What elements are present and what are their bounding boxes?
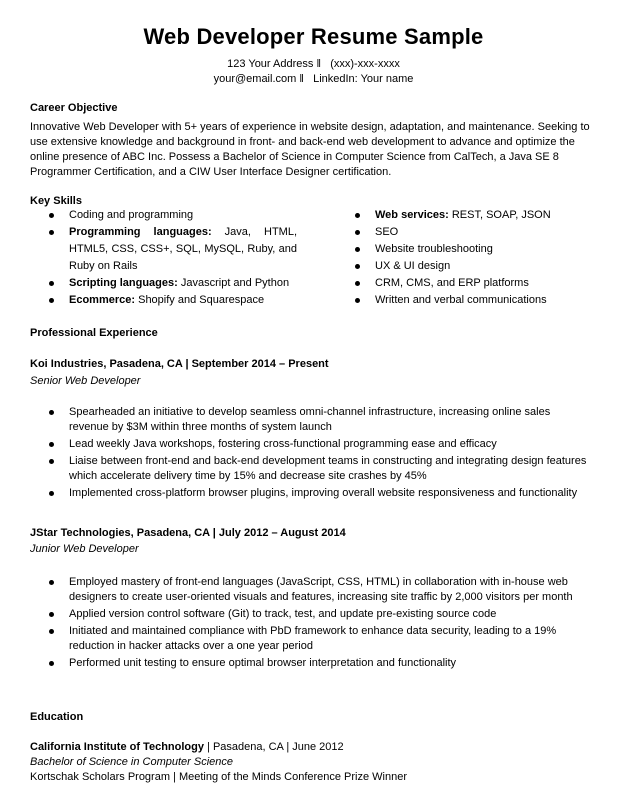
bullet-icon (355, 298, 360, 303)
skill-item (353, 292, 603, 309)
skill-item (353, 207, 603, 224)
bullet-icon (49, 410, 54, 415)
bullet-icon (49, 298, 54, 303)
skill-label: Web services: (375, 209, 449, 221)
contact-line-1 (0, 58, 627, 70)
job-bullets (47, 405, 587, 503)
bullet-text: Applied version control software (Git) to track, test, and update pre-existing source code (69, 608, 497, 620)
bullet-icon (355, 213, 360, 218)
education-heading: Education (30, 711, 84, 723)
phone: (xxx)-xxx-xxxx (330, 58, 400, 70)
skill-text: SEO (375, 226, 399, 238)
bullet-icon (49, 580, 54, 585)
job-bullet (47, 624, 587, 654)
skill-item (47, 224, 297, 275)
job-company: Koi Industries, Pasadena, CA | September 2014 – Present (30, 358, 329, 370)
bullet-text: Employed mastery of front-end languages (JavaScript, CSS, HTML) in collaboration with in-house web designers to create user-oriented visuals and features, increasing site traffic by 2,000 visitors per month (69, 576, 573, 603)
skill-text: Website troubleshooting (375, 243, 493, 255)
bullet-icon (49, 230, 54, 235)
job-company: JStar Technologies, Pasadena, CA | July 2012 – August 2014 (30, 527, 346, 539)
school-details: | Pasadena, CA | June 2012 (203, 741, 344, 753)
bullet-icon (49, 661, 54, 666)
bullet-icon (49, 442, 54, 447)
skill-text: Java, HTML, HTML5, CSS, CSS+, SQL, MySQL, Ruby, and Ruby on Rails (69, 226, 297, 272)
job-bullet (47, 656, 587, 671)
separator: ‖ (299, 73, 304, 85)
separator: ‖ (316, 58, 322, 70)
job-bullets (47, 575, 587, 673)
skill-item (353, 258, 603, 275)
bullet-text: Implemented cross-platform browser plugins, improving overall website responsiveness and functionality (69, 487, 578, 499)
address: 123 Your Address (227, 58, 314, 70)
bullet-icon (355, 264, 360, 269)
experience-heading: Professional Experience (30, 327, 158, 339)
bullet-text: Spearheaded an initiative to develop seamless omni-channel infrastructure, increasing online sales revenue by $3M within three months of system launch (69, 406, 551, 433)
bullet-icon (355, 247, 360, 252)
job-bullet (47, 607, 587, 622)
skill-text: REST, SOAP, JSON (448, 209, 551, 221)
education-degree: Bachelor of Science in Computer Science (30, 756, 233, 768)
bullet-text: Liaise between front-end and back-end development teams in constructing and integrating design features which accelerate delivery time by 15% and decrease site crashes by 45% (69, 455, 587, 482)
skills-left-list (47, 207, 297, 309)
bullet-icon (49, 459, 54, 464)
skill-label: Scripting languages: (69, 277, 178, 289)
skill-text: Shopify and Squarespace (135, 294, 265, 306)
job-bullet (47, 405, 587, 435)
skill-item (353, 275, 603, 292)
email: your@email.com (213, 73, 297, 85)
job-bullet (47, 486, 587, 501)
skill-label: Programming languages: (69, 226, 212, 238)
bullet-icon (49, 629, 54, 634)
objective-heading: Career Objective (30, 102, 118, 114)
skill-item (353, 224, 603, 241)
education-school-line (30, 741, 344, 753)
job-bullet (47, 454, 587, 484)
skills-heading: Key Skills (30, 195, 82, 207)
job-role: Junior Web Developer (30, 543, 139, 555)
skill-item (47, 275, 297, 292)
education-honors: Kortschak Scholars Program | Meeting of the Minds Conference Prize Winner (30, 771, 408, 783)
bullet-icon (49, 491, 54, 496)
skill-item (47, 292, 297, 309)
skill-text: Coding and programming (69, 209, 194, 221)
contact-line-2 (0, 73, 627, 85)
bullet-icon (49, 612, 54, 617)
skill-text: CRM, CMS, and ERP platforms (375, 277, 529, 289)
skill-item (47, 207, 297, 224)
school-name: California Institute of Technology (30, 741, 204, 753)
bullet-icon (49, 213, 54, 218)
skill-text: Javascript and Python (177, 277, 290, 289)
skills-right-list (353, 207, 603, 309)
objective-text: Innovative Web Developer with 5+ years of experience in website design, adaptation, and maintenance. Seeking to use extensive knowledge and background in front- and back-end web development to advance and optimize the online presence of ABC Inc. Possess a Bachelor of Science in Computer Science from CalTech, a Java SE 8 Programmer Certification, and a CIW User Interface Designer certification. (30, 121, 590, 178)
job-bullet (47, 437, 587, 452)
skill-text: UX & UI design (375, 260, 451, 272)
bullet-text: Initiated and maintained compliance with PbD framework to enhance data security, leading to a 19% reduction in hacker attacks over a one year period (69, 625, 557, 652)
resume-title: Web Developer Resume Sample (143, 24, 484, 49)
job-bullet (47, 575, 587, 605)
job-role: Senior Web Developer (30, 375, 141, 387)
bullet-text: Performed unit testing to ensure optimal browser interpretation and functionality (69, 657, 457, 669)
skill-text: Written and verbal communications (375, 294, 547, 306)
bullet-text: Lead weekly Java workshops, fostering cross-functional programming ease and efficacy (69, 438, 497, 450)
bullet-icon (355, 281, 360, 286)
skill-label: Ecommerce: (69, 294, 136, 306)
bullet-icon (49, 281, 54, 286)
skill-item (353, 241, 603, 258)
linkedin: LinkedIn: Your name (313, 73, 414, 85)
bullet-icon (355, 230, 360, 235)
